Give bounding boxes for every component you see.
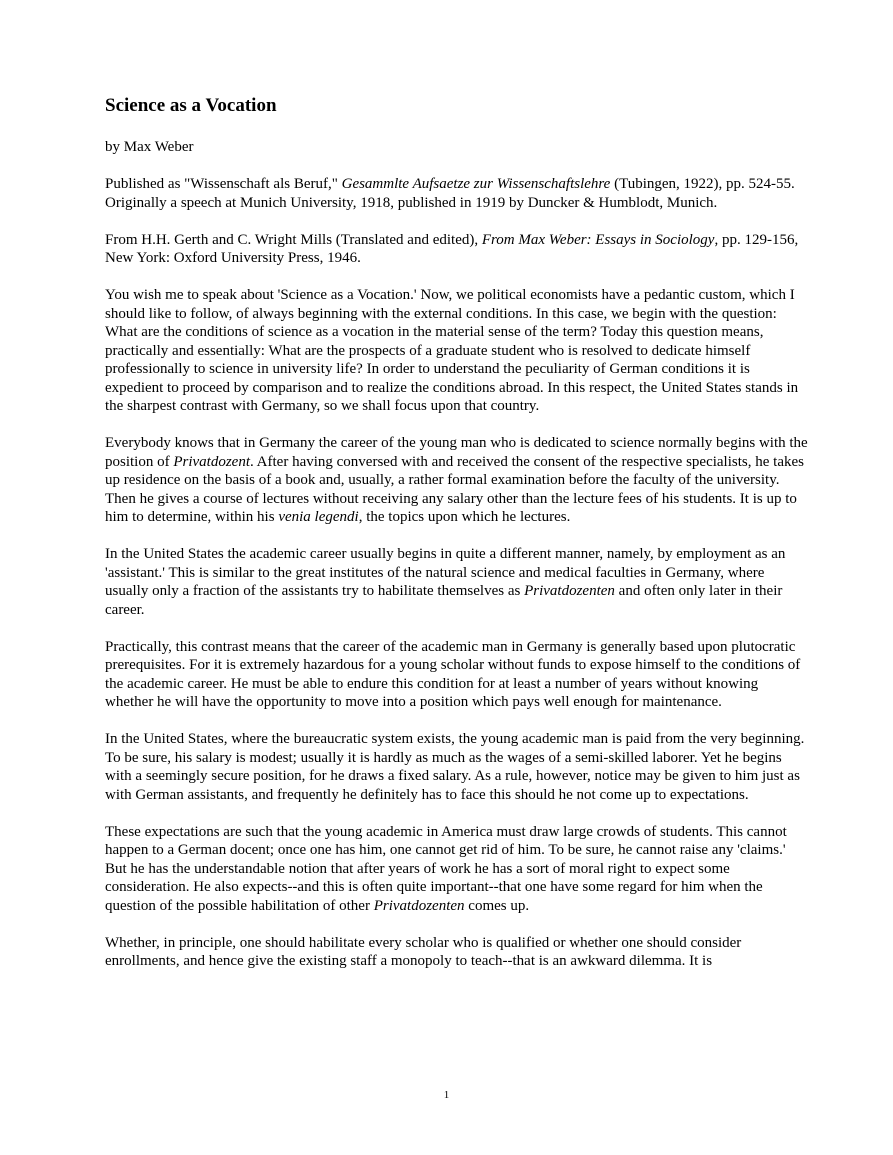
publication-italic-title: Gesammlte Aufsaetze zur Wissenschaftslehre (341, 176, 611, 192)
paragraph-3 (105, 545, 810, 619)
publication-text: Published as "Wissenschaft als Beruf," (105, 176, 342, 192)
paragraph-2-italic-privatdozent: Privatdozent (173, 453, 250, 470)
document-page (105, 93, 810, 989)
paragraph-5: In the United States, where the bureaucratic system exists, the young academic man is paid from the very beginning. To be sure, his salary is modest; usually it is hardly as much as the wages of a semi-skilled laborer. Yet he begins with a seemingly secure position, for he draws a fixed salary. As a rule, however, notice may be given to him just as with German assistants, and frequently he definitely has to face this should he not come up to expectations. (105, 731, 805, 803)
paragraph-2-text-mid: . After having conversed with and received the consent of the respective specialists, he takes up residence on the basis of a book and, usually, a rather formal examination before the faculty of the university. Then he gives a course of lectures without receiving any salary other than the lecture fees of his students. It is up to him to determine, within his (105, 453, 804, 525)
page-number: 1 (443, 1089, 450, 1101)
paragraph-2-italic-venia-legendi: venia legendi (278, 509, 359, 525)
byline: by Max Weber (105, 139, 194, 155)
publication-note (105, 175, 810, 212)
paragraph-6 (105, 823, 810, 916)
source-italic-title: From Max Weber: Essays in Sociology (481, 231, 715, 248)
publication-text-end: (Tubingen, 1922), pp. 524-55. Originally a speech at Munich University, 1918, published in 1919 by Duncker & Humblodt, Munich. (105, 176, 795, 211)
paragraph-2-text: Everybody knows that in Germany the career of the young man who is dedicated to science normally begins with the position of (105, 435, 808, 470)
paragraph-2 (105, 434, 810, 527)
source-text: From H.H. Gerth and C. Wright Mills (Translated and edited), (105, 231, 482, 248)
paragraph-6-italic-privatdozenten: Privatdozenten (373, 897, 465, 914)
paragraph-6-text: These expectations are such that the young academic in America must draw large crowds of students. This cannot happen to a German docent; once one has him, one cannot get rid of him. To be sure, he cannot raise any 'claims.' But he has the understandable notion that after years of work he has a sort of moral right to expect some consideration. He also expects--and this is often quite important--that one have some regard for him when the question of the possible habilitation of other (105, 823, 787, 914)
paragraph-1: You wish me to speak about 'Science as a Vocation.' Now, we political economists have a pedantic custom, which I should like to follow, of always beginning with the external conditions. In this case, we begin with the question: What are the conditions of science as a vocation in the material sense of the term? Today this question means, practically and essentially: What are the prospects of a graduate student who is resolved to dedicate himself professionally to science in university life? In order to understand the peculiarity of German conditions it is expedient to proceed by comparison and to realize the conditions abroad. In this respect, the United States stands in the sharpest contrast with Germany, so we shall focus upon that country. (105, 287, 799, 414)
document-title: Science as a Vocation (105, 95, 277, 116)
paragraph-2-text-end: , the topics upon which he lectures. (358, 509, 571, 525)
paragraph-3-text: In the United States the academic career usually begins in quite a different manner, namely, by employment as an 'assistant.' This is similar to the great institutes of the natural science and medical faculties in Germany, where usually only a fraction of the assistants try to habilitate themselves as (105, 546, 786, 599)
source-note (105, 231, 810, 268)
paragraph-4: Practically, this contrast means that the career of the academic man in Germany is generally based upon plutocratic prerequisites. For it is extremely hazardous for a young scholar without funds to expose himself to the conditions of the academic career. He must be able to endure this condition for at least a number of years without knowing whether he will have the opportunity to move into a position which pays well enough for maintenance. (105, 638, 801, 710)
paragraph-6-text-end: comes up. (464, 897, 530, 914)
paragraph-7: Whether, in principle, one should habilitate every scholar who is qualified or whether one should consider enrollments, and hence give the existing staff a monopoly to teach--that is an awkward dilemma. It is (105, 934, 742, 969)
source-text-end: , pp. 129-156, New York: Oxford University Press, 1946. (105, 231, 799, 266)
paragraph-3-italic-privatdozenten: Privatdozenten (524, 583, 615, 599)
paragraph-3-text-end: and often only later in their career. (105, 583, 783, 618)
